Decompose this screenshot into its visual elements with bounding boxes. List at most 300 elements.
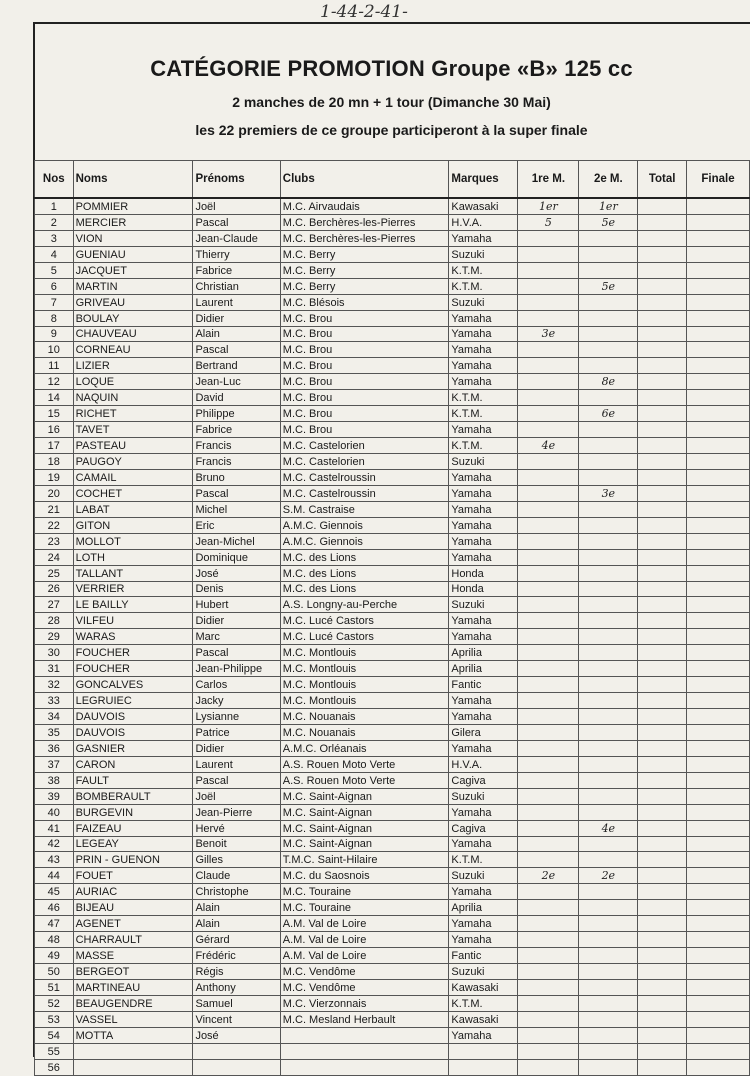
rider-firstname: Samuel [193, 995, 280, 1011]
rider-club: M.C. Brou [280, 326, 449, 342]
table-row [35, 693, 750, 709]
manche-1-result [518, 485, 579, 501]
finale-cell [687, 804, 750, 820]
rider-surname: TALLANT [73, 565, 193, 581]
total-cell [638, 900, 687, 916]
rider-number: 9 [35, 326, 74, 342]
finale-cell [687, 788, 750, 804]
rider-firstname: Hubert [193, 597, 280, 613]
rider-club: M.C. Nouanais [280, 724, 449, 740]
header-finale: Finale [687, 161, 750, 199]
total-cell [638, 932, 687, 948]
rider-firstname: Pascal [193, 342, 280, 358]
rider-number: 39 [35, 788, 74, 804]
rider-number: 25 [35, 565, 74, 581]
finale-cell [687, 613, 750, 629]
table-row [35, 390, 750, 406]
rider-firstname: Bruno [193, 469, 280, 485]
total-cell [638, 597, 687, 613]
manche-1-result [518, 1059, 579, 1075]
rider-brand: K.T.M. [449, 995, 518, 1011]
finale-cell [687, 390, 750, 406]
manche-1-result [518, 932, 579, 948]
rider-number: 47 [35, 916, 74, 932]
rider-club: M.C. Vierzonnais [280, 995, 449, 1011]
rider-brand: Yamaha [449, 358, 518, 374]
rider-surname: AGENET [73, 916, 193, 932]
rider-brand: Aprilia [449, 900, 518, 916]
rider-brand: H.V.A. [449, 756, 518, 772]
table-row [35, 740, 750, 756]
total-cell [638, 485, 687, 501]
manche-2-result: 6e [579, 406, 638, 422]
rider-club: M.C. Touraine [280, 900, 449, 916]
table-row [35, 597, 750, 613]
rider-club: M.C. Berchères-les-Pierres [280, 230, 449, 246]
finale-cell [687, 852, 750, 868]
table-row [35, 310, 750, 326]
rider-club: M.C. des Lions [280, 549, 449, 565]
table-row [35, 278, 750, 294]
rider-firstname: Christian [193, 278, 280, 294]
table-row [35, 1027, 750, 1043]
rider-firstname: Gilles [193, 852, 280, 868]
manche-1-result [518, 1011, 579, 1027]
rider-surname: PAUGOY [73, 454, 193, 470]
rider-firstname: Fabrice [193, 262, 280, 278]
rider-surname: POMMIER [73, 198, 193, 214]
finale-cell [687, 406, 750, 422]
rider-club: M.C. Touraine [280, 884, 449, 900]
table-row [35, 756, 750, 772]
table-row [35, 214, 750, 230]
rider-number: 40 [35, 804, 74, 820]
rider-number: 27 [35, 597, 74, 613]
table-row [35, 979, 750, 995]
finale-cell [687, 517, 750, 533]
manche-1-result [518, 900, 579, 916]
rider-number: 29 [35, 629, 74, 645]
rider-firstname: Carlos [193, 677, 280, 693]
rider-club: A.S. Rouen Moto Verte [280, 772, 449, 788]
rider-brand: Yamaha [449, 469, 518, 485]
manche-2-result: 3e [579, 485, 638, 501]
manche-2-result [579, 964, 638, 980]
rider-surname: DAUVOIS [73, 724, 193, 740]
header-nos: Nos [35, 161, 74, 199]
rider-surname: CHARRAULT [73, 932, 193, 948]
rider-club: S.M. Castraise [280, 501, 449, 517]
finale-cell [687, 820, 750, 836]
finale-cell [687, 342, 750, 358]
rider-brand: Suzuki [449, 454, 518, 470]
rider-club: M.C. des Lions [280, 565, 449, 581]
rider-surname: LEGEAY [73, 836, 193, 852]
rider-number: 26 [35, 581, 74, 597]
total-cell [638, 198, 687, 214]
rider-surname: GRIVEAU [73, 294, 193, 310]
total-cell [638, 454, 687, 470]
total-cell [638, 756, 687, 772]
rider-firstname: Francis [193, 438, 280, 454]
rider-firstname: Alain [193, 326, 280, 342]
rider-firstname: Gérard [193, 932, 280, 948]
rider-club: M.C. Blésois [280, 294, 449, 310]
rider-surname: BERGEOT [73, 964, 193, 980]
rider-club: M.C. Brou [280, 342, 449, 358]
manche-2-result [579, 852, 638, 868]
rider-club: M.C. Berchères-les-Pierres [280, 214, 449, 230]
rider-firstname: Jean-Philippe [193, 661, 280, 677]
table-row [35, 932, 750, 948]
manche-2-result [579, 613, 638, 629]
manche-1-result [518, 374, 579, 390]
rider-brand: Cagiva [449, 820, 518, 836]
total-cell [638, 677, 687, 693]
manche-2-result [579, 756, 638, 772]
table-row [35, 964, 750, 980]
rider-club: M.C. Castelroussin [280, 485, 449, 501]
rider-brand: Yamaha [449, 693, 518, 709]
rider-number: 17 [35, 438, 74, 454]
rider-firstname: Pascal [193, 772, 280, 788]
total-cell [638, 326, 687, 342]
rider-surname: BIJEAU [73, 900, 193, 916]
rider-surname: LIZIER [73, 358, 193, 374]
rider-number: 7 [35, 294, 74, 310]
manche-2-result [579, 454, 638, 470]
rider-surname: GITON [73, 517, 193, 533]
rider-firstname: José [193, 565, 280, 581]
table-row [35, 629, 750, 645]
finale-cell [687, 1027, 750, 1043]
table-row [35, 501, 750, 517]
rider-number: 11 [35, 358, 74, 374]
manche-1-result: 1er [518, 198, 579, 214]
table-row [35, 916, 750, 932]
rider-number: 16 [35, 422, 74, 438]
rider-surname: CORNEAU [73, 342, 193, 358]
rider-brand: Yamaha [449, 740, 518, 756]
finale-cell [687, 278, 750, 294]
rider-surname: COCHET [73, 485, 193, 501]
manche-1-result [518, 677, 579, 693]
rider-brand: Yamaha [449, 549, 518, 565]
total-cell [638, 358, 687, 374]
rider-brand: Gilera [449, 724, 518, 740]
total-cell [638, 1059, 687, 1075]
rider-surname: FOUET [73, 868, 193, 884]
rider-firstname: Régis [193, 964, 280, 980]
manche-2-result [579, 836, 638, 852]
table-row [35, 995, 750, 1011]
manche-2-result [579, 677, 638, 693]
manche-2-result [579, 916, 638, 932]
total-cell [638, 374, 687, 390]
rider-firstname: Anthony [193, 979, 280, 995]
rider-surname: VERRIER [73, 581, 193, 597]
rider-club: M.C. Brou [280, 406, 449, 422]
rider-club: M.C. Berry [280, 262, 449, 278]
rider-firstname: José [193, 1027, 280, 1043]
total-cell [638, 342, 687, 358]
rider-firstname: Jean-Michel [193, 533, 280, 549]
header-noms: Noms [73, 161, 193, 199]
rider-number: 20 [35, 485, 74, 501]
rider-surname: CHAUVEAU [73, 326, 193, 342]
total-cell [638, 278, 687, 294]
manche-1-result [518, 645, 579, 661]
manche-2-result [579, 995, 638, 1011]
total-cell [638, 693, 687, 709]
table-row [35, 852, 750, 868]
rider-club: A.M.C. Orléanais [280, 740, 449, 756]
table-row [35, 469, 750, 485]
rider-brand: Yamaha [449, 230, 518, 246]
table-row [35, 900, 750, 916]
rider-number: 6 [35, 278, 74, 294]
rider-club: M.C. Nouanais [280, 709, 449, 725]
rider-brand [449, 1059, 518, 1075]
rider-firstname: Didier [193, 310, 280, 326]
rider-club: M.C. Saint-Aignan [280, 820, 449, 836]
rider-brand: Yamaha [449, 310, 518, 326]
finale-cell [687, 645, 750, 661]
finale-cell [687, 661, 750, 677]
table-row [35, 724, 750, 740]
rider-brand: Yamaha [449, 709, 518, 725]
finale-cell [687, 709, 750, 725]
manche-2-result [579, 581, 638, 597]
manche-2-result [579, 1011, 638, 1027]
total-cell [638, 964, 687, 980]
total-cell [638, 820, 687, 836]
rider-brand: Cagiva [449, 772, 518, 788]
rider-club: M.C. Vendôme [280, 979, 449, 995]
rider-brand: Yamaha [449, 326, 518, 342]
header-prenoms: Prénoms [193, 161, 280, 199]
rider-number: 8 [35, 310, 74, 326]
manche-1-result [518, 629, 579, 645]
rider-surname: FOUCHER [73, 661, 193, 677]
table-row [35, 262, 750, 278]
rider-surname: AURIAC [73, 884, 193, 900]
total-cell [638, 310, 687, 326]
rider-surname: GUENIAU [73, 246, 193, 262]
finale-cell [687, 230, 750, 246]
rider-club: T.M.C. Saint-Hilaire [280, 852, 449, 868]
manche-2-result [579, 501, 638, 517]
table-row [35, 645, 750, 661]
manche-2-result [579, 932, 638, 948]
rider-surname: LABAT [73, 501, 193, 517]
rider-club: M.C. Brou [280, 310, 449, 326]
total-cell [638, 804, 687, 820]
rider-firstname: Pascal [193, 485, 280, 501]
manche-1-result [518, 310, 579, 326]
rider-number: 52 [35, 995, 74, 1011]
rider-club: A.S. Rouen Moto Verte [280, 756, 449, 772]
rider-brand: Suzuki [449, 868, 518, 884]
rider-number: 43 [35, 852, 74, 868]
manche-1-result [518, 693, 579, 709]
manche-1-result [518, 342, 579, 358]
rider-firstname: Vincent [193, 1011, 280, 1027]
rider-surname: MERCIER [73, 214, 193, 230]
manche-2-result [579, 358, 638, 374]
manche-2-result [579, 709, 638, 725]
rider-brand: Suzuki [449, 788, 518, 804]
table-header-row [35, 161, 750, 199]
rider-number: 4 [35, 246, 74, 262]
total-cell [638, 262, 687, 278]
rider-club: A.S. Longny-au-Perche [280, 597, 449, 613]
rider-surname: BURGEVIN [73, 804, 193, 820]
manche-2-result: 1er [579, 198, 638, 214]
finale-cell [687, 501, 750, 517]
rider-number: 28 [35, 613, 74, 629]
rider-number: 51 [35, 979, 74, 995]
header-marques: Marques [449, 161, 518, 199]
manche-1-result [518, 262, 579, 278]
header-total: Total [638, 161, 687, 199]
manche-1-result [518, 454, 579, 470]
total-cell [638, 214, 687, 230]
rider-number: 50 [35, 964, 74, 980]
manche-1-result [518, 852, 579, 868]
rider-brand: Yamaha [449, 533, 518, 549]
rider-brand: Yamaha [449, 501, 518, 517]
table-row [35, 661, 750, 677]
entry-list-table [34, 160, 750, 1076]
rider-number: 19 [35, 469, 74, 485]
manche-1-result [518, 979, 579, 995]
total-cell [638, 948, 687, 964]
finale-cell [687, 677, 750, 693]
rider-club: M.C. Brou [280, 390, 449, 406]
table-row [35, 613, 750, 629]
rider-firstname: Claude [193, 868, 280, 884]
rider-number: 22 [35, 517, 74, 533]
manche-2-result [579, 661, 638, 677]
table-row [35, 772, 750, 788]
finale-cell [687, 310, 750, 326]
rider-brand: Kawasaki [449, 1011, 518, 1027]
finale-cell [687, 438, 750, 454]
rider-firstname: Bertrand [193, 358, 280, 374]
rider-brand: Fantic [449, 948, 518, 964]
rider-firstname: Fabrice [193, 422, 280, 438]
finale-cell [687, 916, 750, 932]
table-row [35, 948, 750, 964]
rider-club: M.C. Vendôme [280, 964, 449, 980]
finale-cell [687, 422, 750, 438]
manche-1-result [518, 1027, 579, 1043]
manche-2-result [579, 517, 638, 533]
rider-surname: GONCALVES [73, 677, 193, 693]
manche-2-result [579, 565, 638, 581]
total-cell [638, 549, 687, 565]
rider-firstname: Laurent [193, 756, 280, 772]
total-cell [638, 979, 687, 995]
total-cell [638, 581, 687, 597]
rider-brand: K.T.M. [449, 406, 518, 422]
manche-1-result [518, 469, 579, 485]
table-row [35, 230, 750, 246]
rider-number: 18 [35, 454, 74, 470]
rider-club: A.M. Val de Loire [280, 932, 449, 948]
rider-firstname: Philippe [193, 406, 280, 422]
rider-firstname: Patrice [193, 724, 280, 740]
rider-surname: CARON [73, 756, 193, 772]
rider-surname: MARTINEAU [73, 979, 193, 995]
rider-firstname [193, 1059, 280, 1075]
rider-surname: FAULT [73, 772, 193, 788]
finale-cell [687, 485, 750, 501]
manche-2-result: 5e [579, 214, 638, 230]
rider-firstname: Pascal [193, 645, 280, 661]
table-row [35, 406, 750, 422]
rider-brand: Yamaha [449, 485, 518, 501]
rider-number: 12 [35, 374, 74, 390]
total-cell [638, 533, 687, 549]
total-cell [638, 772, 687, 788]
table-row [35, 294, 750, 310]
manche-2-result [579, 740, 638, 756]
rider-firstname: Alain [193, 916, 280, 932]
manche-1-result [518, 709, 579, 725]
total-cell [638, 709, 687, 725]
finale-cell [687, 374, 750, 390]
manche-2-result: 4e [579, 820, 638, 836]
rider-brand: K.T.M. [449, 262, 518, 278]
rider-brand: Yamaha [449, 422, 518, 438]
manche-1-result [518, 916, 579, 932]
manche-1-result [518, 278, 579, 294]
manche-2-result [579, 884, 638, 900]
total-cell [638, 469, 687, 485]
table-row [35, 804, 750, 820]
finale-cell [687, 964, 750, 980]
rider-brand: Aprilia [449, 661, 518, 677]
manche-2-result [579, 1027, 638, 1043]
total-cell [638, 836, 687, 852]
rider-number: 49 [35, 948, 74, 964]
manche-1-result: 4e [518, 438, 579, 454]
total-cell [638, 629, 687, 645]
manche-1-result [518, 565, 579, 581]
table-row [35, 374, 750, 390]
total-cell [638, 613, 687, 629]
rider-brand: Yamaha [449, 629, 518, 645]
rider-brand: Yamaha [449, 374, 518, 390]
rider-club: M.C. Lucé Castors [280, 629, 449, 645]
manche-1-result [518, 836, 579, 852]
finale-cell [687, 740, 750, 756]
rider-firstname: Thierry [193, 246, 280, 262]
rider-brand: Yamaha [449, 1027, 518, 1043]
rider-number: 56 [35, 1059, 74, 1075]
rider-surname: LOTH [73, 549, 193, 565]
finale-cell [687, 900, 750, 916]
rider-surname: BEAUGENDRE [73, 995, 193, 1011]
finale-cell [687, 565, 750, 581]
finale-cell [687, 246, 750, 262]
manche-1-result [518, 501, 579, 517]
total-cell [638, 230, 687, 246]
rider-number: 1 [35, 198, 74, 214]
finale-cell [687, 326, 750, 342]
